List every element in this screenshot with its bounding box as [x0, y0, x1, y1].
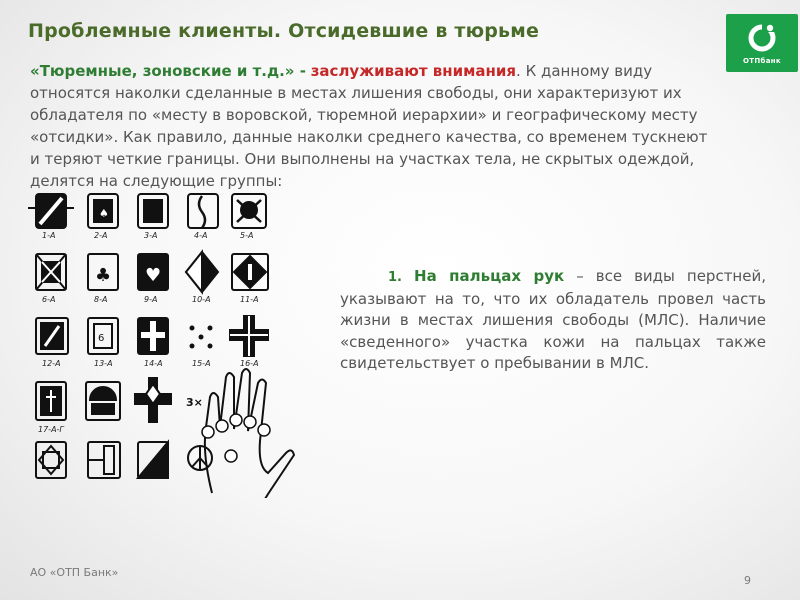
peace-sign-tattoo: [188, 446, 212, 470]
page-number: 9: [744, 574, 751, 587]
intro-highlight-red: заслуживают внимания: [310, 62, 517, 80]
point-heading: На пальцах рук: [414, 267, 565, 285]
slide-title: Проблемные клиенты. Отсидевшие в тюрьме: [28, 20, 540, 42]
intro-highlight-green: «Тюремные, зоновские и т.д.» -: [30, 62, 306, 80]
ring-tattoo-3: [138, 194, 168, 228]
figure-caption: 8-А: [94, 295, 108, 304]
figure-caption: 4-А: [194, 231, 208, 240]
footer-company: АО «ОТП Банк»: [30, 566, 119, 579]
figure-caption: 17-А-Г: [38, 425, 64, 434]
figure-caption: 11-А: [240, 295, 259, 304]
ring-tattoo-12: [36, 318, 68, 354]
ring-tattoo-4: [188, 194, 218, 228]
ring-tattoo-1: [28, 194, 74, 228]
otp-bank-logo: [726, 14, 798, 72]
ring-tattoo-17: [36, 382, 66, 420]
figure-caption: 14-А: [144, 359, 163, 368]
figure-caption: 13-А: [94, 359, 113, 368]
ring-tattoo-11: [232, 254, 268, 290]
ring-tattoo-5: [232, 194, 266, 228]
point-paragraph: [340, 266, 766, 375]
figure-caption: 6-А: [42, 295, 56, 304]
ring-tattoo-15: [190, 326, 213, 349]
svg-text:♣: ♣: [95, 265, 112, 286]
figure-caption: 15-А: [192, 359, 211, 368]
figure-caption: 9-А: [144, 295, 158, 304]
logo-text: ОТПбанк: [743, 57, 781, 65]
ring-tattoo-19: [135, 378, 171, 422]
ring-tattoo-18: [86, 382, 120, 420]
ring-tattoo-22: [138, 442, 168, 478]
svg-text:6: 6: [98, 333, 105, 344]
figure-caption: 5-А: [240, 231, 254, 240]
figure-caption: 10-А: [192, 295, 211, 304]
svg-text:3×: 3×: [186, 396, 203, 409]
ring-tattoo-16: [230, 316, 268, 356]
ring-tattoo-14: [138, 318, 168, 354]
svg-text:♥: ♥: [145, 265, 162, 286]
svg-text:♠: ♠: [99, 207, 109, 220]
figure-caption: 1-А: [42, 231, 56, 240]
ring-tattoo-9: [138, 254, 168, 290]
hand-drawing: [186, 369, 294, 498]
ring-tattoo-10: [186, 252, 218, 292]
point-text: – все виды перстней, указывают на то, что их обладатель провел часть жизни в местах лишения свободы (МЛС). Наличие «сведенного» участка кожи на пальцах также свидетельствует о пребывании в МЛС.: [340, 267, 766, 372]
ring-tattoo-21: [88, 442, 120, 478]
ring-tattoo-8: [88, 254, 118, 290]
figure-caption: 3-А: [144, 231, 158, 240]
ring-tattoo-2: [88, 194, 118, 228]
figure-caption: 16-А: [240, 359, 259, 368]
figure-caption: 12-А: [42, 359, 61, 368]
ring-tattoo-13: [88, 318, 118, 354]
point-number: 1.: [388, 270, 402, 285]
intro-paragraph: [30, 60, 710, 192]
intro-text: . К данному виду относятся наколки сделанные в местах лишения свободы, они характеризуют их обладателя по «месту в воровской, тюремной иерархии» и географическому месту «отсидки». Как правило, данные наколки среднего качества, со временем тускнеют и теряют четкие границы. Они выполнены на участках тела, не скрытых одеждой, делятся на следующие группы:: [30, 62, 708, 190]
ring-tattoo-20: [36, 442, 66, 478]
figure-caption: 2-А: [94, 231, 108, 240]
ring-tattoo-6: [36, 254, 66, 290]
ring-tattoos-figure: [22, 188, 312, 498]
